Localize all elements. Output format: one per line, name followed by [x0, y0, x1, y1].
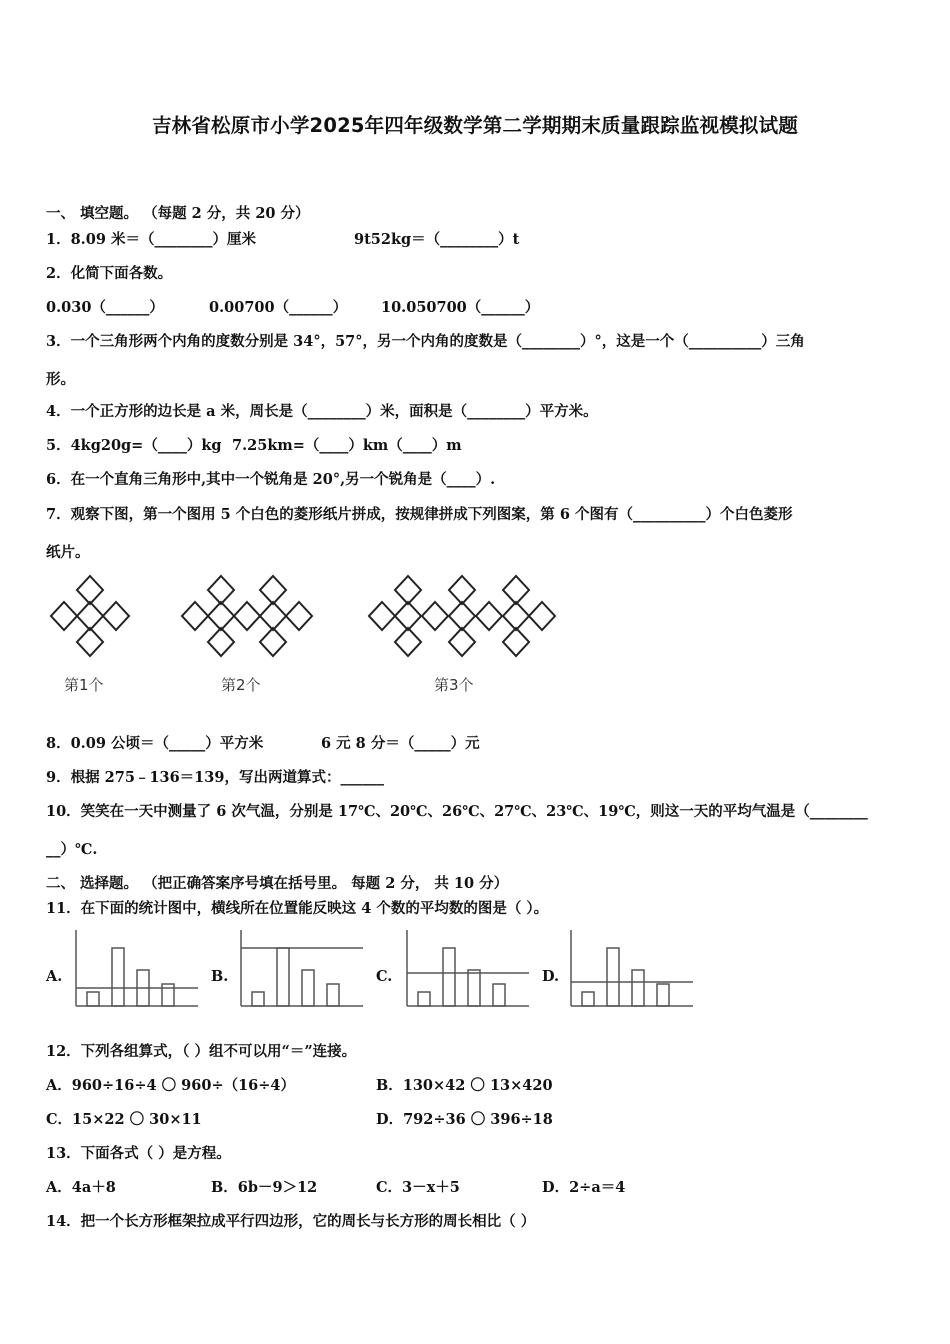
question-10-line-1: 10．笑笑在一天中测量了 6 次气温，分别是 17℃、20℃、26℃、27℃、23℃、19℃，则这一天的平均气温是（________ [46, 803, 868, 820]
q11-option-c-chart [405, 928, 530, 1008]
question-13-stem: 13．下面各式（ ）是方程。 [46, 1145, 231, 1162]
figure-1-caption: 第1个 [64, 676, 104, 694]
question-7-line-2: 纸片。 [46, 544, 90, 561]
q11-option-b-label: B. [211, 968, 229, 985]
question-7-line-1: 7．观察下图，第一个图用 5 个白色的菱形纸片拼成，按规律拼成下列图案，第 6 个图有（__________）个白色菱形 [46, 506, 793, 523]
rhombus-pattern-figure-2 [175, 570, 325, 665]
question-2-part-a: 0.030（______） [46, 299, 164, 316]
rhombus-pattern-figure-1 [40, 570, 140, 665]
question-9: 9．根据 275﹣136＝139，写出两道算式：______ [46, 769, 384, 786]
question-2-stem: 2．化简下面各数。 [46, 265, 173, 282]
question-12-option-d: D．792÷36 〇 396÷18 [376, 1111, 553, 1128]
question-13-option-b: B．6b－9＞12 [211, 1179, 318, 1196]
question-5-part-b: 7.25km=（____）km（____）m [232, 437, 462, 454]
figure-2-caption: 第2个 [221, 676, 261, 694]
question-3-line-1: 3．一个三角形两个内角的度数分别是 34°，57°，另一个内角的度数是（________）°，这是一个（__________）三角 [46, 333, 805, 350]
figure-3-caption: 第3个 [434, 676, 474, 694]
q11-option-b-chart [239, 928, 364, 1008]
page-title: 吉林省松原市小学2025年四年级数学第二学期期末质量跟踪监视模拟试题 [151, 114, 799, 137]
q11-option-a-label: A. [46, 968, 63, 985]
question-6: 6．在一个直角三角形中,其中一个锐角是 20°,另一个锐角是（____）. [46, 471, 496, 488]
question-11-stem: 11．在下面的统计图中，横线所在位置能反映这 4 个数的平均数的图是（ ）。 [46, 900, 549, 917]
question-1-part-b: 9t52kg＝（________）t [354, 231, 520, 248]
question-8-part-b: 6 元 8 分＝（_____）元 [321, 735, 480, 752]
question-12-stem: 12．下列各组算式，（ ）组不可以用“＝”连接。 [46, 1043, 357, 1060]
question-10-line-2: __）℃. [46, 841, 98, 858]
rhombus-pattern-figure-3 [362, 570, 567, 665]
question-2-part-c: 10.050700（______） [381, 299, 540, 316]
question-2-part-b: 0.00700（______） [209, 299, 348, 316]
question-1-part-a: 1．8.09 米＝（________）厘米 [46, 231, 256, 248]
question-3-line-2: 形。 [46, 371, 75, 388]
question-13-option-c: C．3－x＋5 [376, 1179, 460, 1196]
section-2-heading: 二、 选择题。 （把正确答案序号填在括号里。 每题 2 分， 共 10 分） [46, 875, 509, 892]
q11-option-d-chart [569, 928, 694, 1008]
question-13-option-a: A．4a＋8 [46, 1179, 116, 1196]
question-13-option-d: D．2÷a＝4 [542, 1179, 626, 1196]
question-8-part-a: 8．0.09 公顷＝（_____）平方米 [46, 735, 264, 752]
question-5-part-a: 5．4kg20g=（____）kg [46, 437, 222, 454]
section-1-heading: 一、 填空题。 （每题 2 分，共 20 分） [46, 205, 310, 222]
question-12-option-c: C．15×22 〇 30×11 [46, 1111, 202, 1128]
question-12-option-a: A．960÷16÷4 〇 960÷（16÷4） [46, 1077, 296, 1094]
question-14: 14．把一个长方形框架拉成平行四边形，它的周长与长方形的周长相比（ ） [46, 1213, 536, 1230]
q11-option-d-label: D. [542, 968, 560, 985]
question-4: 4．一个正方形的边长是 a 米，周长是（________）米，面积是（________）平方米。 [46, 403, 598, 420]
q11-option-a-chart [74, 928, 199, 1008]
question-12-option-b: B．130×42 〇 13×420 [376, 1077, 553, 1094]
q11-option-c-label: C. [376, 968, 393, 985]
